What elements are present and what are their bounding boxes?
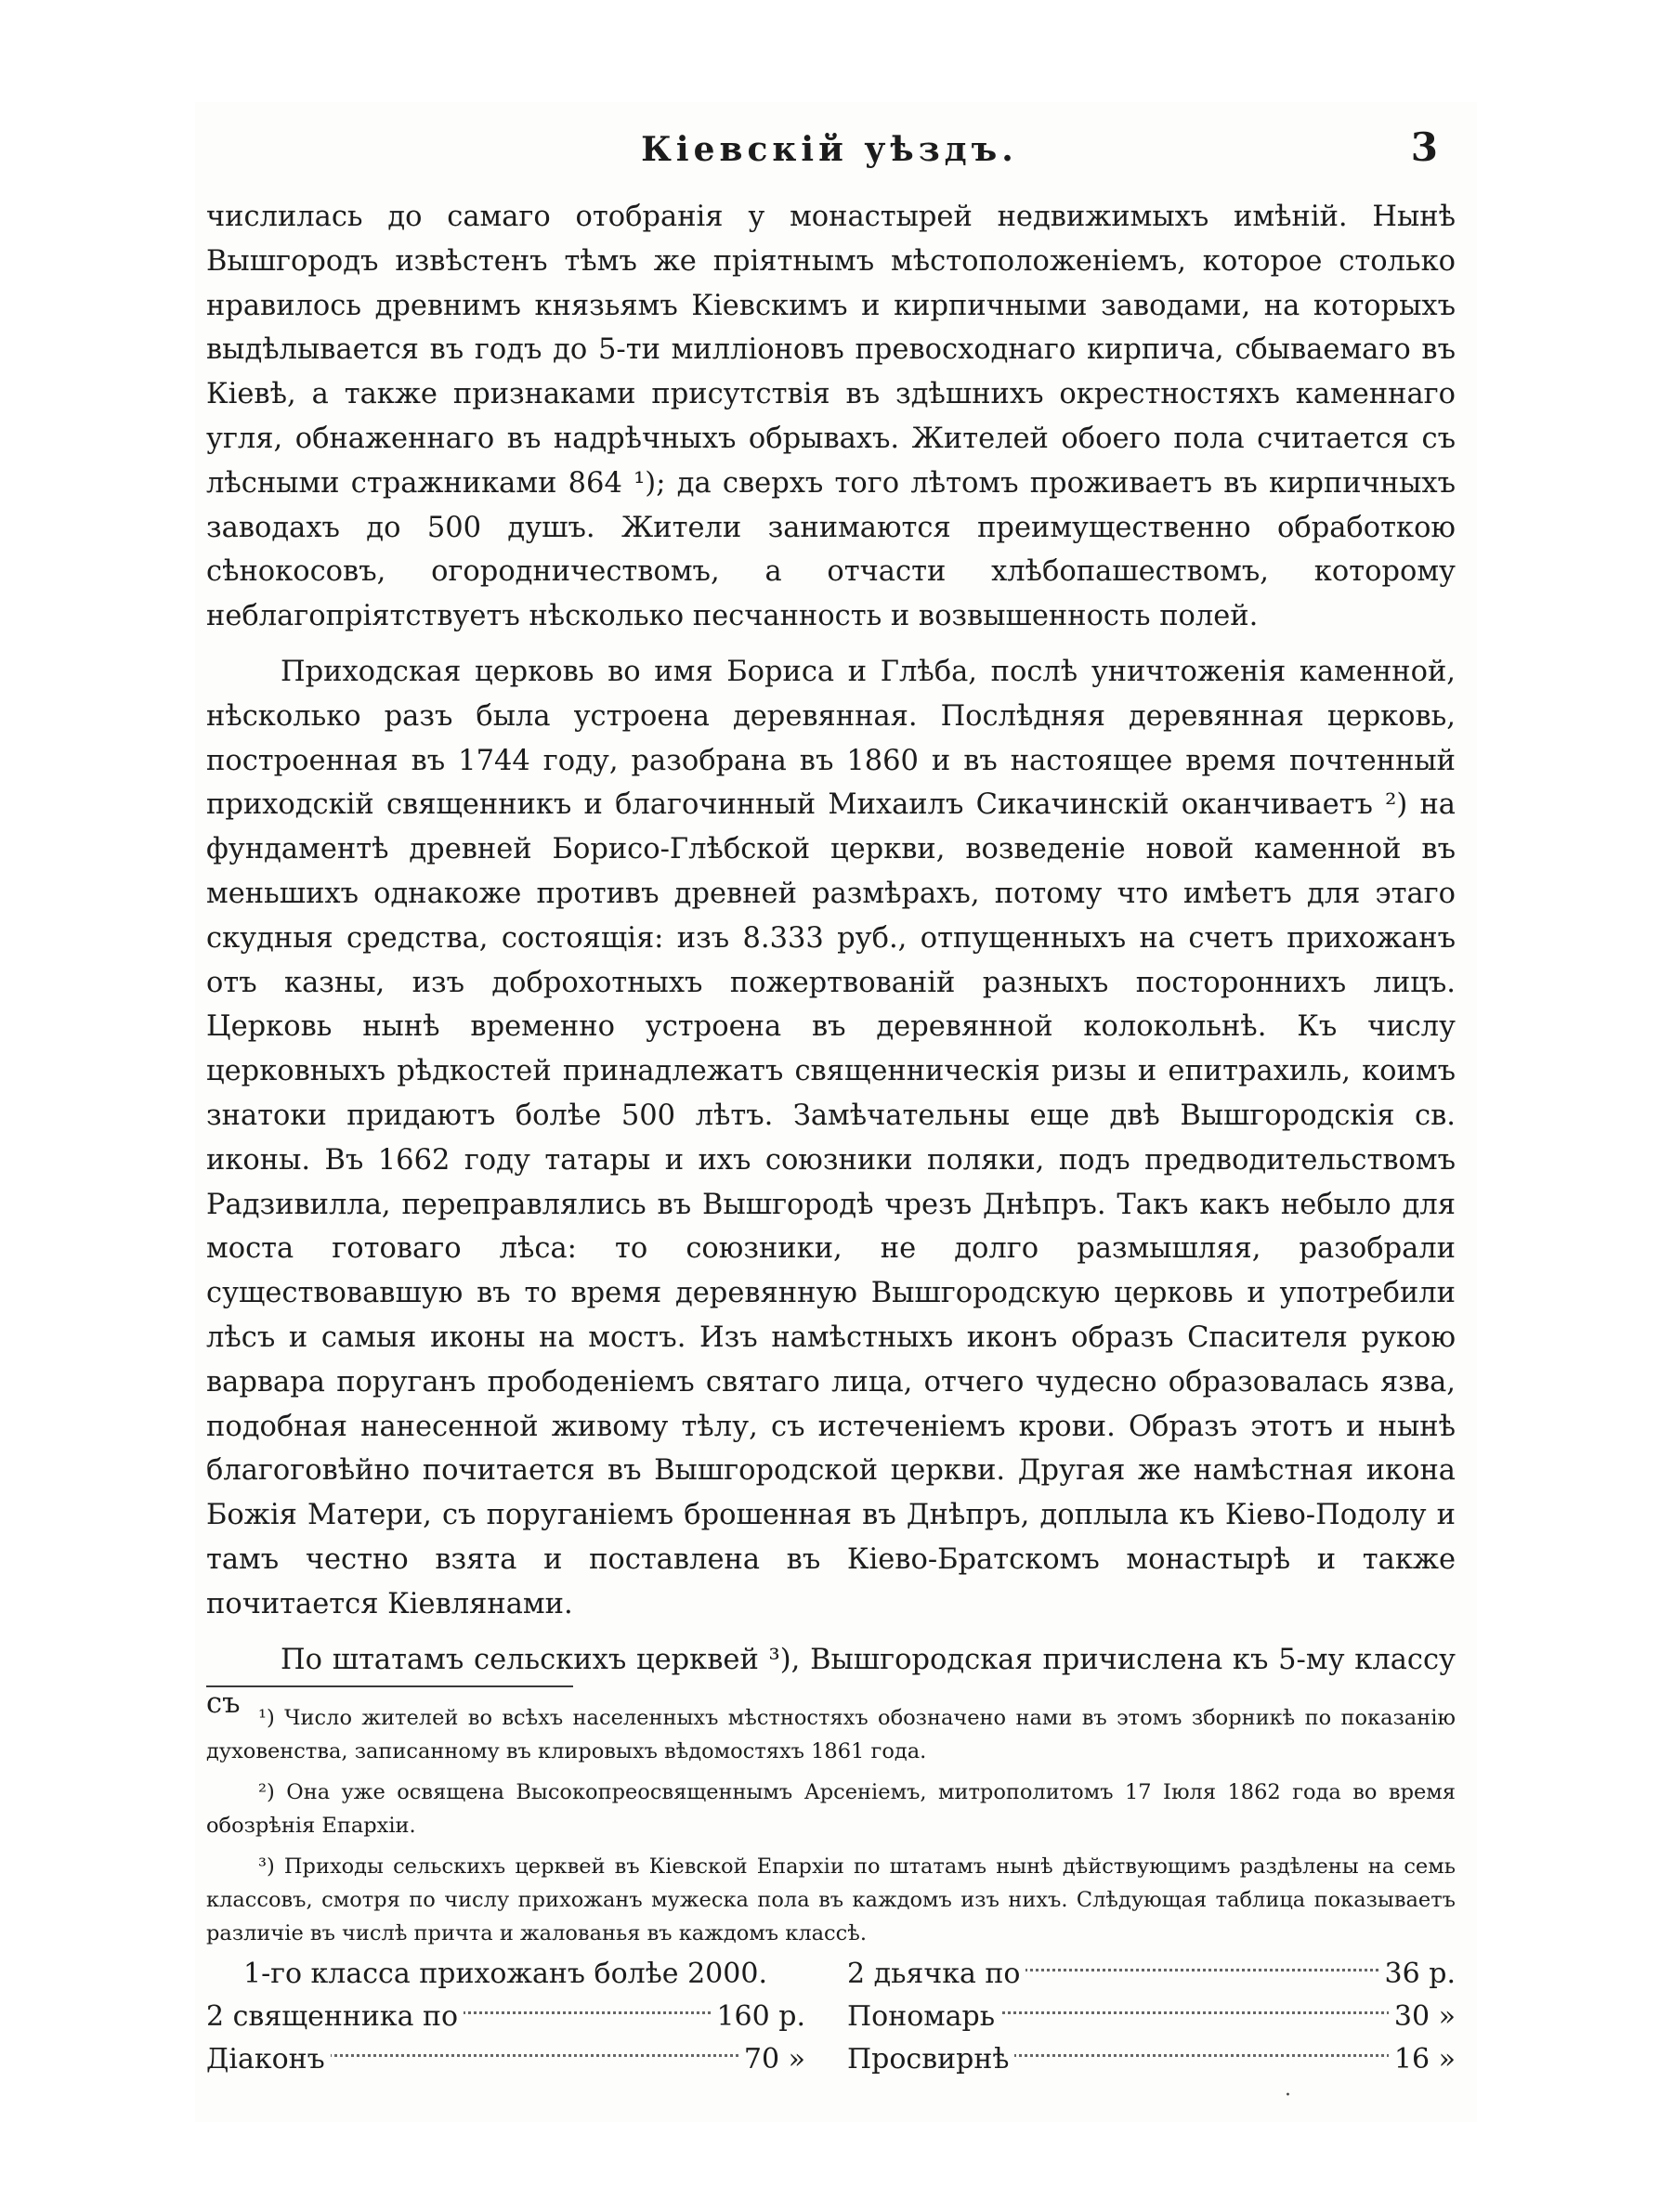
print-speck: · [1285, 2084, 1291, 2107]
paragraph: Приходская церковь во имя Бориса и Глѣба, послѣ уничтоженія каменной, нѣсколько разъ была устроена деревянная. Послѣдняя деревянная церковь, построенная въ 1744 году, разобрана въ 1860 и въ настоящее время почтенный приходскій священникъ и благочинный Михаилъ Сикачинскій оканчиваетъ ²) на фундаментѣ древней Борисо-Глѣбской церкви, возведеніе новой каменной въ меньшихъ однакоже противъ древней размѣрахъ, потому что имѣетъ для этаго скудныя средства, состоящія: изъ 8.333 руб., отпущенныхъ на счетъ прихожанъ отъ казны, изъ доброхотныхъ пожертвованій разныхъ постороннихъ лицъ. Церковь нынѣ временно устроена въ деревянной колокольнѣ. Къ числу церковныхъ рѣдкостей принадлежатъ священническія ризы и епитрахиль, коимъ знатоки придаютъ болѣе 500 лѣтъ. Замѣчательны еще двѣ Вышгородскія св. иконы. Въ 1662 году татары и ихъ союзники поляки, подъ предводительствомъ Радзивилла, переправлялись въ Вышгородѣ чрезъ Днѣпръ. Такъ какъ небыло для моста готоваго лѣса: то союзники, не долго размышляя, разобрали существовавшую въ то время деревянную Вышгородскую церковь и употребили лѣсъ и самыя иконы на мостъ. Изъ намѣстныхъ иконъ образъ Спасителя рукою варвара поруганъ прободеніемъ святаго лица, отчего чудесно образовалась язва, подобная нанесенной живому тѣлу, съ истеченіемъ крови. Образъ этотъ и нынѣ благоговѣйно почитается въ Вышгородской церкви. Другая же намѣстная икона Божія Матери, съ поруганіемъ брошенная въ Днѣпръ, доплыла къ Кіево-Подолу и тамъ честно взята и поставлена въ Кіево-Братскомъ монастырѣ и также почитается Кіевлянами. [206, 655, 1456, 1620]
salary-table [206, 1958, 1456, 2086]
footnote: ¹) Число жителей во всѣхъ населенныхъ мѣстностяхъ обозначено нами въ этомъ зборникѣ по показанію духовенства, записанному въ клировыхъ вѣдомостяхъ 1861 года. [206, 1706, 1456, 1763]
footnotes [206, 1701, 1456, 1958]
position-label: 2 дьячка по [847, 1958, 1025, 1990]
page-number: 3 [1410, 124, 1438, 170]
footnote: ²) Она уже освящена Высокопреосвященнымъ Арсеніемъ, митрополитомъ 17 Іюля 1862 года во время обозрѣнія Епархіи. [206, 1780, 1456, 1838]
table-row [206, 2043, 1456, 2086]
table-cell [847, 1958, 1456, 2000]
salary-amount: 36 р. [1379, 1958, 1456, 1990]
table-cell [847, 2043, 1456, 2086]
table-cell [206, 2043, 805, 2086]
table-row [206, 1958, 1456, 2000]
running-title: Кіевскій уѣздъ. [641, 130, 1018, 169]
page-header [202, 124, 1457, 186]
position-label: 2 священника по [206, 2000, 464, 2033]
salary-amount: 30 » [1389, 2000, 1456, 2033]
salary-amount: 70 » [738, 2043, 805, 2075]
table-row [206, 2000, 1456, 2043]
position-label: Пономарь [847, 2000, 1000, 2033]
table-cell [847, 2000, 1456, 2043]
footnote: ³) Приходы сельскихъ церквей въ Кіевской Епархіи по штатамъ нынѣ дѣйствующимъ раздѣлены на семь классовъ, смотря по числу прихожанъ мужеска пола въ каждомъ изъ нихъ. Слѣдующая таблица показываетъ различіе въ числѣ причта и жалованья въ каждомъ классѣ. [206, 1854, 1456, 1945]
footnote-divider [206, 1685, 573, 1687]
salary-amount: 16 » [1389, 2043, 1456, 2075]
table-cell [206, 1958, 805, 2000]
body-text [206, 195, 1456, 1726]
position-label: Просвирнѣ [847, 2043, 1014, 2075]
paragraph: По штатамъ сельскихъ церквей ³), Вышгородская причислена къ 5-му классу съ [206, 1643, 1456, 1721]
class-heading: 1-го класса прихожанъ болѣе 2000. [243, 1958, 773, 1990]
position-label: Діаконъ [206, 2043, 331, 2075]
salary-amount: 160 р. [711, 2000, 805, 2033]
table-cell [206, 2000, 805, 2043]
paragraph: числилась до самаго отобранія у монастырей недвижимыхъ имѣній. Нынѣ Вышгородъ извѣстенъ тѣмъ же пріятнымъ мѣстоположеніемъ, которое столько нравилось древнимъ князьямъ Кіевскимъ и кирпичными заводами, на которыхъ выдѣлывается въ годъ до 5-ти милліоновъ превосходнаго кирпича, сбываемаго въ Кіевѣ, а также признаками присутствія въ здѣшнихъ окрестностяхъ каменнаго угля, обнаженнаго въ надрѣчныхъ обрывахъ. Жителей обоего пола считается съ лѣсными стражниками 864 ¹); да сверхъ того лѣтомъ проживаетъ въ кирпичныхъ заводахъ до 500 душъ. Жители занимаются преимущественно обработкою сѣнокосовъ, огородничествомъ, а отчасти хлѣбопашествомъ, которому неблагопріятствуетъ нѣсколько песчанность и возвышенность полей. [206, 201, 1456, 633]
